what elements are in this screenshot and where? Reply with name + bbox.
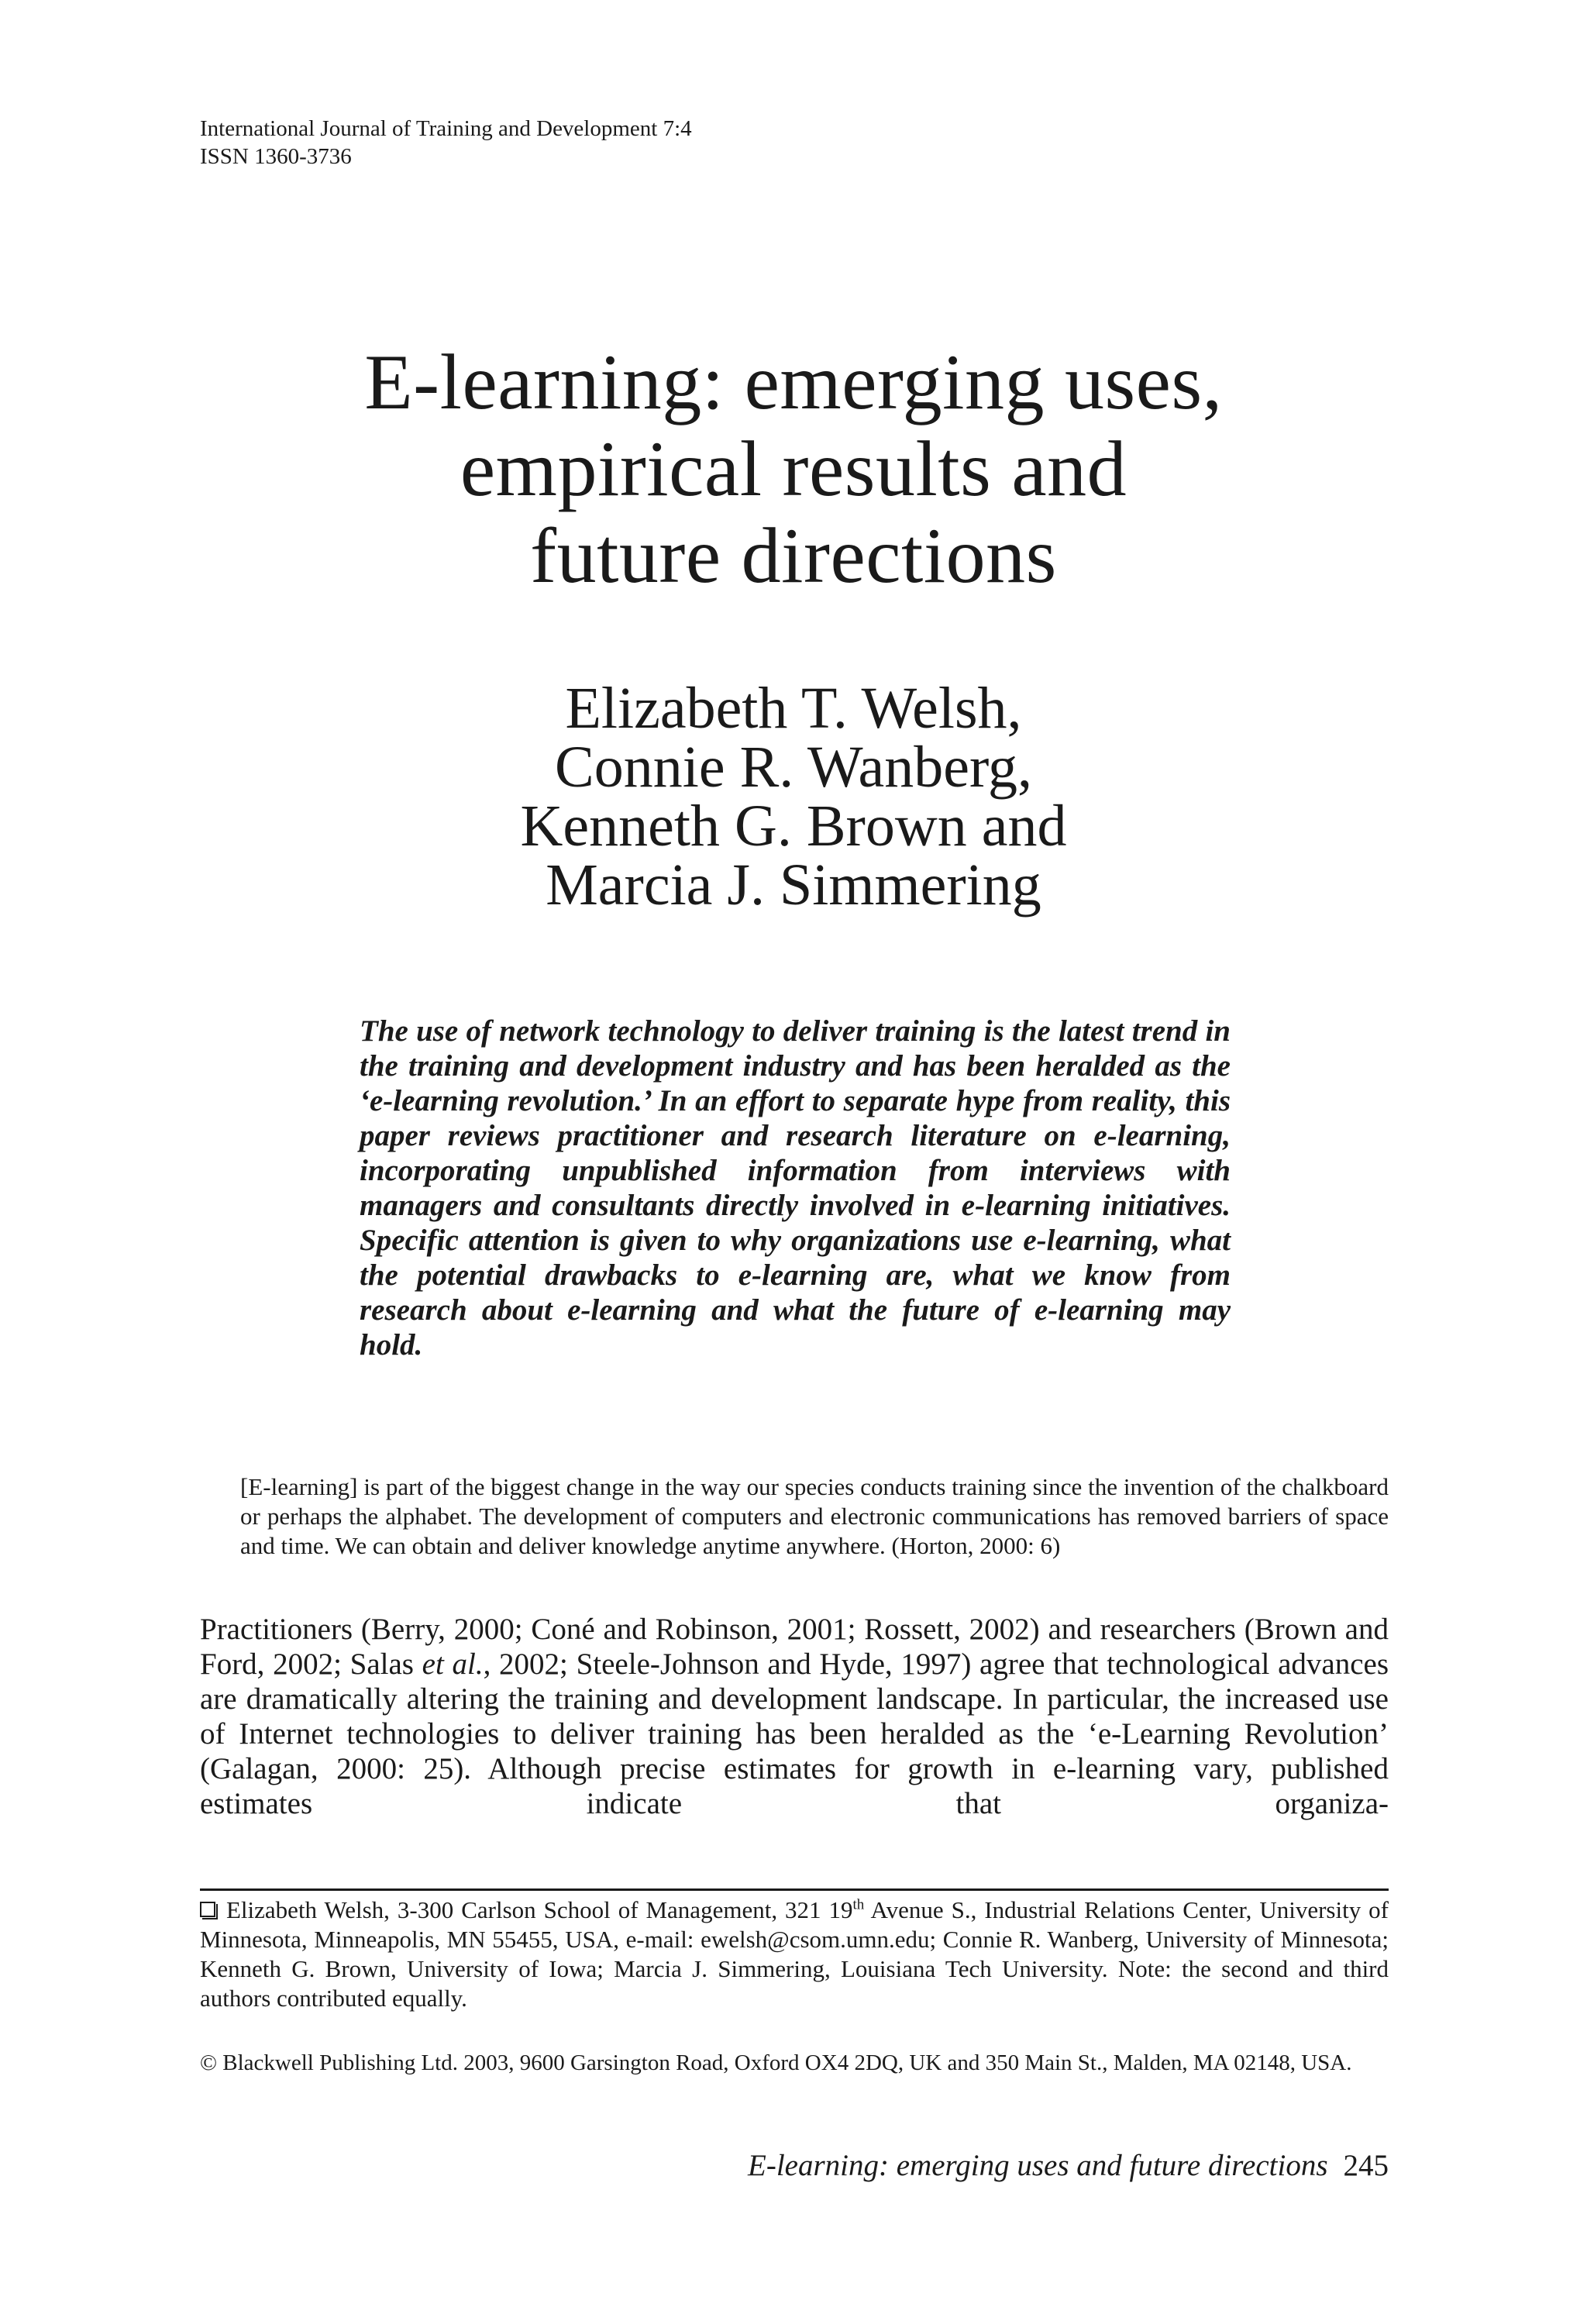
page-number: 245 — [1343, 2149, 1389, 2182]
footnote-text-part: Elizabeth Welsh, 3-300 Carlson School of Management, 321 19 — [226, 1896, 853, 1923]
footnote-divider — [200, 1888, 1389, 1891]
title-line: future directions — [530, 512, 1057, 600]
author-line: Elizabeth T. Welsh, — [565, 676, 1022, 741]
abstract: The use of network technology to deliver training is the latest trend in the training and development industry and has been heralded as the ‘e-learning revolution.’ In an effort to separate hype from reality, this paper reviews practitioner and research literature on e-learning, incorporating unpublished information from interviews with managers and consultants directly involved in e-learning initiatives. Specific attention is given to why organizations use e-learning, what the potential drawbacks to e-learning are, what we know from research about e-learning and what the future of e-learning may hold. — [360, 1014, 1231, 1362]
author-line: Kenneth G. Brown and — [520, 794, 1067, 859]
footnote-box-icon — [200, 1902, 215, 1917]
body-text-part: , 2002; Steele-Johnson and Hyde, 1997) agree that technological advances are dramatically altering the training and development landscape. In particular, the increased use of Internet technologies to deliver training has been heralded as the ‘e-Learning Revolution’ (Galagan, 2000: 25). Although precise estimates for growth in e-learning vary, published estimates indicate that organiza- — [200, 1647, 1389, 1820]
article-title — [200, 339, 1387, 600]
journal-name: International Journal of Training and Development 7:4 — [200, 116, 692, 141]
journal-issn: ISSN 1360-3736 — [200, 144, 352, 169]
footnote-text-part: Avenue S., Industrial Relations Center, University of Minnesota, Minneapolis, MN 55455, USA, e-mail: ewelsh@csom.umn.edu; Connie R. Wanberg, University of Minnesota; Kenneth G. Brown, University of Iowa; Marcia J. Simmering, Louisiana Tech University. Note: the second and third authors contributed equally. — [200, 1896, 1389, 2012]
body-text-part: Practitioners (Berry, 2000; Coné and Robinson, 2001; Rossett, 2002) and researchers (Brown and Ford, 2002; Salas — [200, 1613, 1389, 1681]
title-line: empirical results and — [460, 425, 1127, 513]
author-line: Marcia J. Simmering — [546, 852, 1041, 918]
body-paragraph — [200, 1612, 1389, 1821]
copyright-notice: © Blackwell Publishing Ltd. 2003, 9600 Garsington Road, Oxford OX4 2DQ, UK and 350 Main St., Malden, MA 02148, USA. — [200, 2050, 1352, 2075]
running-footer — [748, 2148, 1389, 2183]
author-list — [200, 676, 1387, 918]
footnote-superscript: th — [852, 1896, 865, 1913]
journal-header — [200, 115, 692, 170]
body-text-et-al: et al. — [422, 1647, 484, 1681]
running-footer-title: E-learning: emerging uses and future directions — [748, 2149, 1328, 2182]
title-line: E-learning: emerging uses, — [364, 339, 1223, 426]
epigraph-quote: [E-learning] is part of the biggest change in the way our species conducts training since the invention of the chalkboard or perhaps the alphabet. The development of computers and electronic communications has removed barriers of space and time. We can obtain and deliver knowledge anytime anywhere. (Horton, 2000: 6) — [240, 1473, 1389, 1559]
author-line: Connie R. Wanberg, — [555, 735, 1032, 800]
author-footnote — [200, 1895, 1389, 2013]
